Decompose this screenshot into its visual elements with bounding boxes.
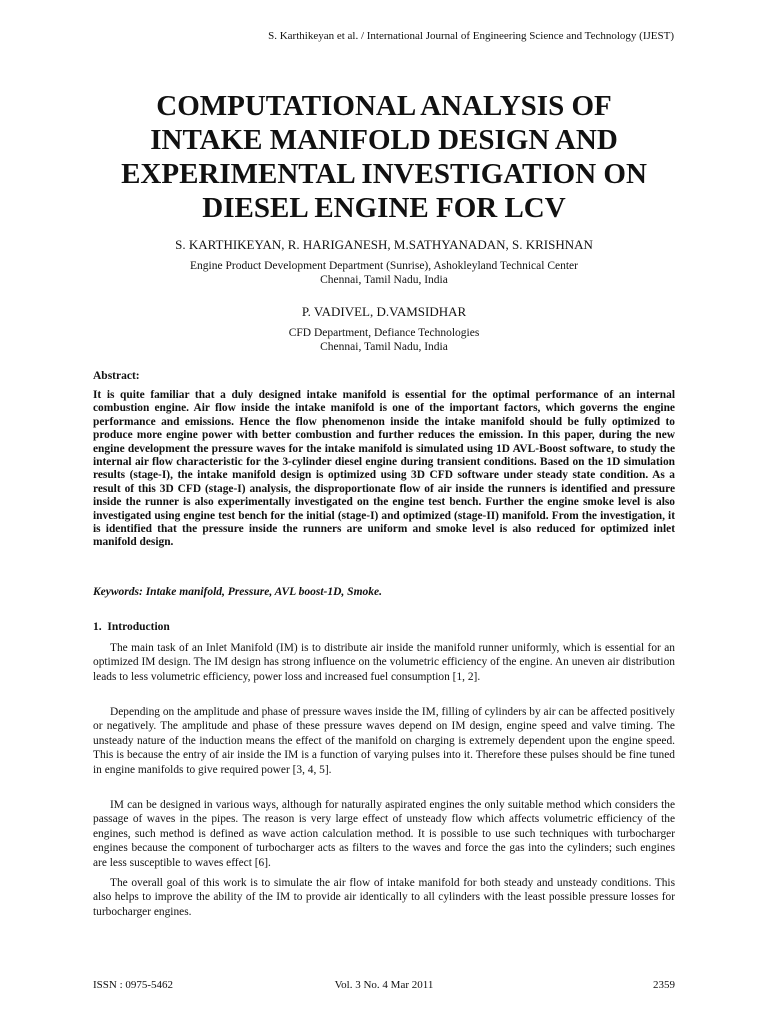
affiliation-primary: [0, 259, 768, 287]
keywords-line: Keywords: Intake manifold, Pressure, AVL boost-1D, Smoke.: [93, 586, 382, 598]
body-paragraph: IM can be designed in various ways, although for naturally aspirated engines the only suitable method which considers the passage of waves in the pipes. The reason is very large effect of unsteady flow which affects volumetric efficiency of the engines, such method is defined as wave action calculation method. It is possible to use such techniques with turbocharger engines because the component of turbocharger acts as filters to the waves and force the gas into the cylinders; such engines are less susceptible to waves effect [6].: [93, 799, 675, 869]
running-head: S. Karthikeyan et al. / International Journal of Engineering Science and Technology (IJEST): [268, 30, 674, 42]
body-paragraph: The main task of an Inlet Manifold (IM) is to distribute air inside the manifold runner uniformly, which is essential for an optimized IM design. The IM design has strong influence on the volumetric efficiency of the engine. An uneven air distribution leads to less volumetric efficiency, power loss and increased fuel consumption [1, 2].: [93, 642, 675, 683]
author-list-secondary: P. VADIVEL, D.VAMSIDHAR: [301, 304, 467, 319]
title-line: DIESEL ENGINE FOR LCV: [202, 192, 566, 224]
footer-volume: Vol. 3 No. 4 Mar 2011: [334, 979, 434, 991]
footer-issn: ISSN : 0975-5462: [93, 979, 174, 991]
abstract-text: It is quite familiar that a duly designed intake manifold is essential for the optimal performance of an internal combustion engine. Air flow inside the intake manifold is one of the important factors, which governs the engine performance and emissions. Hence the flow phenomenon inside the intake manifold should be fully optimized to produce more engine power with better combustion and further reduces the emission. In this paper, during the new engine development the pressure waves for the intake manifold is simulated using 1D AVL-Boost software, to study the internal air flow characteristic for the 3-cylinder diesel engine during transient conditions. Based on the 1D simulation results (stage-I), the intake manifold design is optimized using 3D CFD software under steady state condition. As a result of this 3D CFD (stage-I) analysis, the disproportionate flow of air inside the runners is identified and pressure inside the runner is also experimentally investigated on the engine test bench. Further the engine smoke level is also investigated using engine test bench for the initial (stage-I) and optimized (stage-II) manifold. From the investigation, it is identified that the pressure inside the runners are uniform and smoke level is also reduced for optimized inlet manifold design.: [93, 389, 675, 549]
body-paragraph: The overall goal of this work is to simulate the air flow of intake manifold for both steady and unsteady conditions. This also helps to improve the ability of the IM to provide air identically to all cylinders with the least possible pressure losses for turbocharger engines.: [93, 877, 675, 918]
paper-title: [80, 89, 688, 225]
affiliation-line: Chennai, Tamil Nadu, India: [320, 341, 448, 353]
affiliation-line: Engine Product Development Department (Sunrise), Ashokleyland Technical Center: [190, 260, 578, 272]
section-heading-introduction: 1. Introduction: [93, 621, 170, 633]
author-list-primary: S. KARTHIKEYAN, R. HARIGANESH, M.SATHYANADAN, S. KRISHNAN: [175, 237, 593, 252]
body-paragraph: Depending on the amplitude and phase of pressure waves inside the IM, filling of cylinders by air can be affected positively or negatively. The amplitude and phase of these pressure waves depend on IM design, engine speed and valve timing. The unsteady nature of the induction means the effect of the manifold on charging is extremely dependent upon the engine speed. This is because the entry of air inside the IM is a function of varying pulses into it. Therefore these pulses should be fine tuned in engine manifolds to give required power [3, 4, 5].: [93, 706, 675, 776]
affiliation-secondary: [0, 326, 768, 354]
footer-page-number: 2359: [653, 979, 675, 991]
affiliation-line: Chennai, Tamil Nadu, India: [320, 274, 448, 286]
affiliation-line: CFD Department, Defiance Technologies: [288, 327, 480, 339]
title-line: INTAKE MANIFOLD DESIGN AND: [150, 124, 618, 156]
title-line: COMPUTATIONAL ANALYSIS OF: [156, 90, 612, 122]
abstract-heading: Abstract:: [93, 370, 140, 382]
title-line: EXPERIMENTAL INVESTIGATION ON: [121, 158, 647, 190]
